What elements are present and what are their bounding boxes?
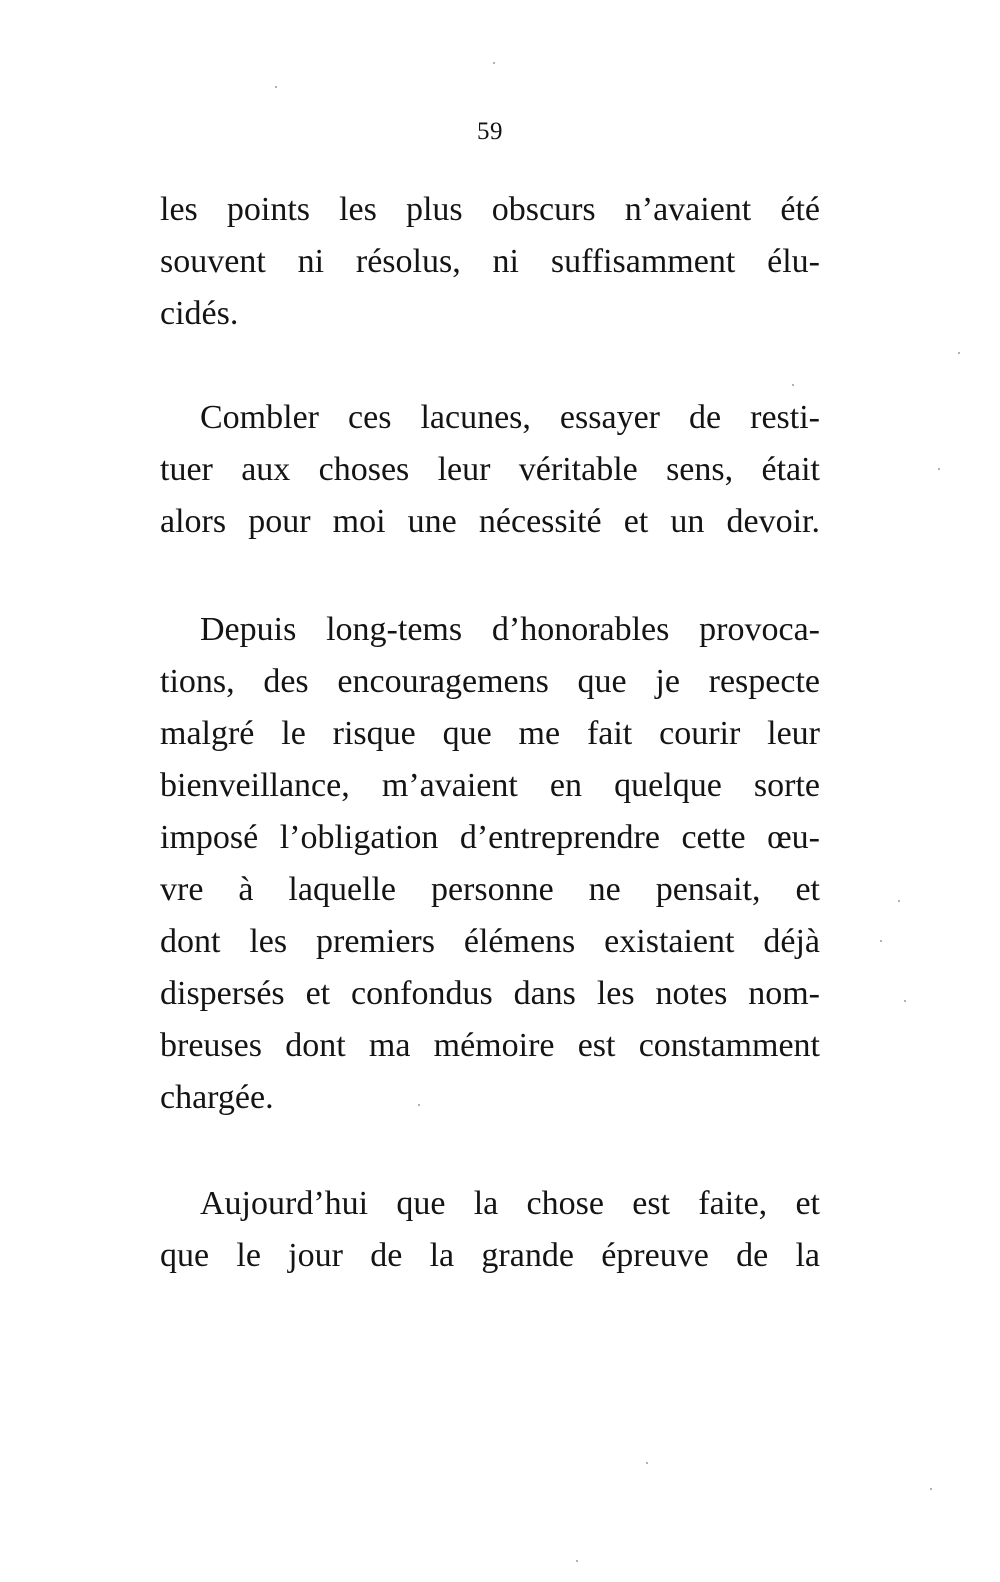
paper-speck <box>493 62 495 64</box>
paper-speck <box>418 1104 420 1106</box>
paragraph-3 <box>160 604 820 1124</box>
paragraph-line: que le jour de la grande épreuve de la <box>160 1237 820 1274</box>
paragraph-2 <box>160 392 820 548</box>
paragraph-line: dont les premiers élémens existaient déjà <box>160 923 820 960</box>
paragraph-4 <box>160 1178 820 1282</box>
paper-speck <box>792 384 794 386</box>
paper-speck <box>938 468 940 470</box>
paragraph-line: imposé l’obligation d’entreprendre cette œu- <box>160 819 820 856</box>
paper-speck <box>646 1462 648 1464</box>
paragraph-line: souvent ni résolus, ni suffisamment élu- <box>160 243 820 280</box>
paragraph-line: Aujourd’hui que la chose est faite, et <box>200 1185 820 1222</box>
page-number: 59 <box>477 118 503 145</box>
paragraph-line: les points les plus obscurs n’avaient été <box>160 191 820 228</box>
paper-speck <box>898 900 900 902</box>
paragraph-line: bienveillance, m’avaient en quelque sorte <box>160 767 820 804</box>
paragraph-line: Combler ces lacunes, essayer de resti- <box>200 399 820 436</box>
paper-speck <box>958 352 960 354</box>
paper-speck <box>904 1000 906 1002</box>
paper-speck <box>576 1560 578 1562</box>
paragraph-line: chargée. <box>160 1079 274 1116</box>
paragraph-line: vre à laquelle personne ne pensait, et <box>160 871 820 908</box>
paragraph-line: tuer aux choses leur véritable sens, était <box>160 451 820 488</box>
paragraph-line: malgré le risque que me fait courir leur <box>160 715 820 752</box>
paragraph-line: tions, des encouragemens que je respecte <box>160 663 820 700</box>
paragraph-1 <box>160 184 820 340</box>
paper-speck <box>930 1488 932 1490</box>
paragraph-line: cidés. <box>160 295 239 332</box>
paragraph-line: dispersés et confondus dans les notes nom- <box>160 975 820 1012</box>
paragraph-line: breuses dont ma mémoire est constamment <box>160 1027 820 1064</box>
paragraph-line: Depuis long-tems d’honorables provoca- <box>200 611 820 648</box>
paragraph-line: alors pour moi une nécessité et un devoir. <box>160 503 820 540</box>
paper-speck <box>880 940 882 942</box>
paper-speck <box>275 86 277 88</box>
